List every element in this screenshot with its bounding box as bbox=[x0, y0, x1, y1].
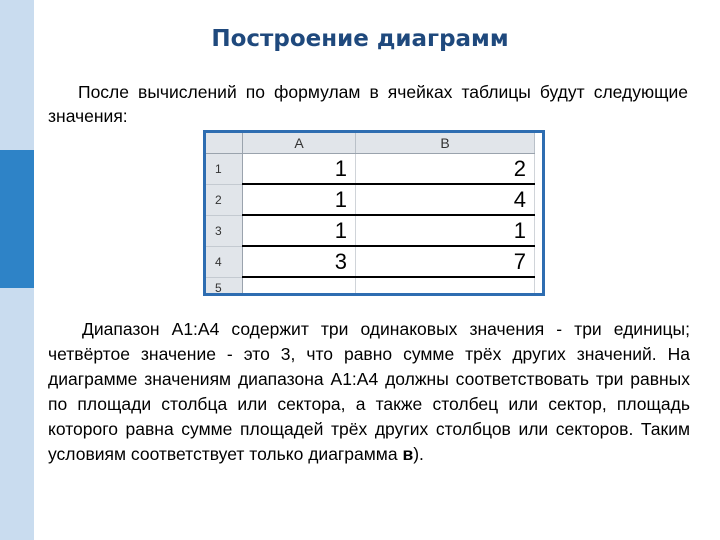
corner-cell bbox=[206, 133, 243, 154]
row-number: 2 bbox=[206, 184, 243, 215]
cell-b4: 7 bbox=[356, 246, 535, 277]
explanation-tail: ). bbox=[413, 444, 424, 464]
decorative-stripe-bottom bbox=[0, 288, 34, 540]
decorative-stripe-accent bbox=[0, 150, 34, 288]
cell-a4: 3 bbox=[243, 246, 356, 277]
explanation-text: Диапазон А1:А4 содержит три одинаковых значения - три единицы; четвёртое значение - это 3, что равно сумме трёх других значений. На диаграмме значениям диапазона А1:А4 должны соответствовать три равных по площади столбца или сектора, а также столбец или сектор, площадь которого равна сумме площадей трёх других столбцов или секторов. Таким условиям соответствует только диаграмма bbox=[48, 319, 690, 464]
cell-b1: 2 bbox=[356, 154, 535, 185]
column-header-row bbox=[206, 133, 535, 154]
cell-a3: 1 bbox=[243, 215, 356, 246]
table-row bbox=[206, 184, 535, 215]
row-number: 3 bbox=[206, 215, 243, 246]
intro-paragraph: После вычислений по формулам в ячейках таблицы будут следующие значения: bbox=[48, 82, 688, 126]
explanation-paragraph bbox=[48, 317, 690, 467]
row-number: 5 bbox=[206, 277, 243, 296]
cell-a1: 1 bbox=[243, 154, 356, 185]
slide-title: Построение диаграмм bbox=[211, 26, 509, 52]
column-header-a: A bbox=[243, 133, 356, 154]
row-number: 1 bbox=[206, 154, 243, 185]
table-row bbox=[206, 154, 535, 185]
table-row bbox=[206, 215, 535, 246]
cell-b2: 4 bbox=[356, 184, 535, 215]
spreadsheet-screenshot bbox=[203, 130, 545, 296]
cell-a2: 1 bbox=[243, 184, 356, 215]
table-row bbox=[206, 246, 535, 277]
cell-b5 bbox=[356, 277, 535, 296]
decorative-stripe-top bbox=[0, 0, 34, 150]
column-header-b: B bbox=[356, 133, 535, 154]
cell-b3: 1 bbox=[356, 215, 535, 246]
table-row bbox=[206, 277, 535, 296]
answer-letter: в bbox=[402, 444, 414, 464]
cell-a5 bbox=[243, 277, 356, 296]
row-number: 4 bbox=[206, 246, 243, 277]
spreadsheet-table bbox=[206, 133, 535, 296]
